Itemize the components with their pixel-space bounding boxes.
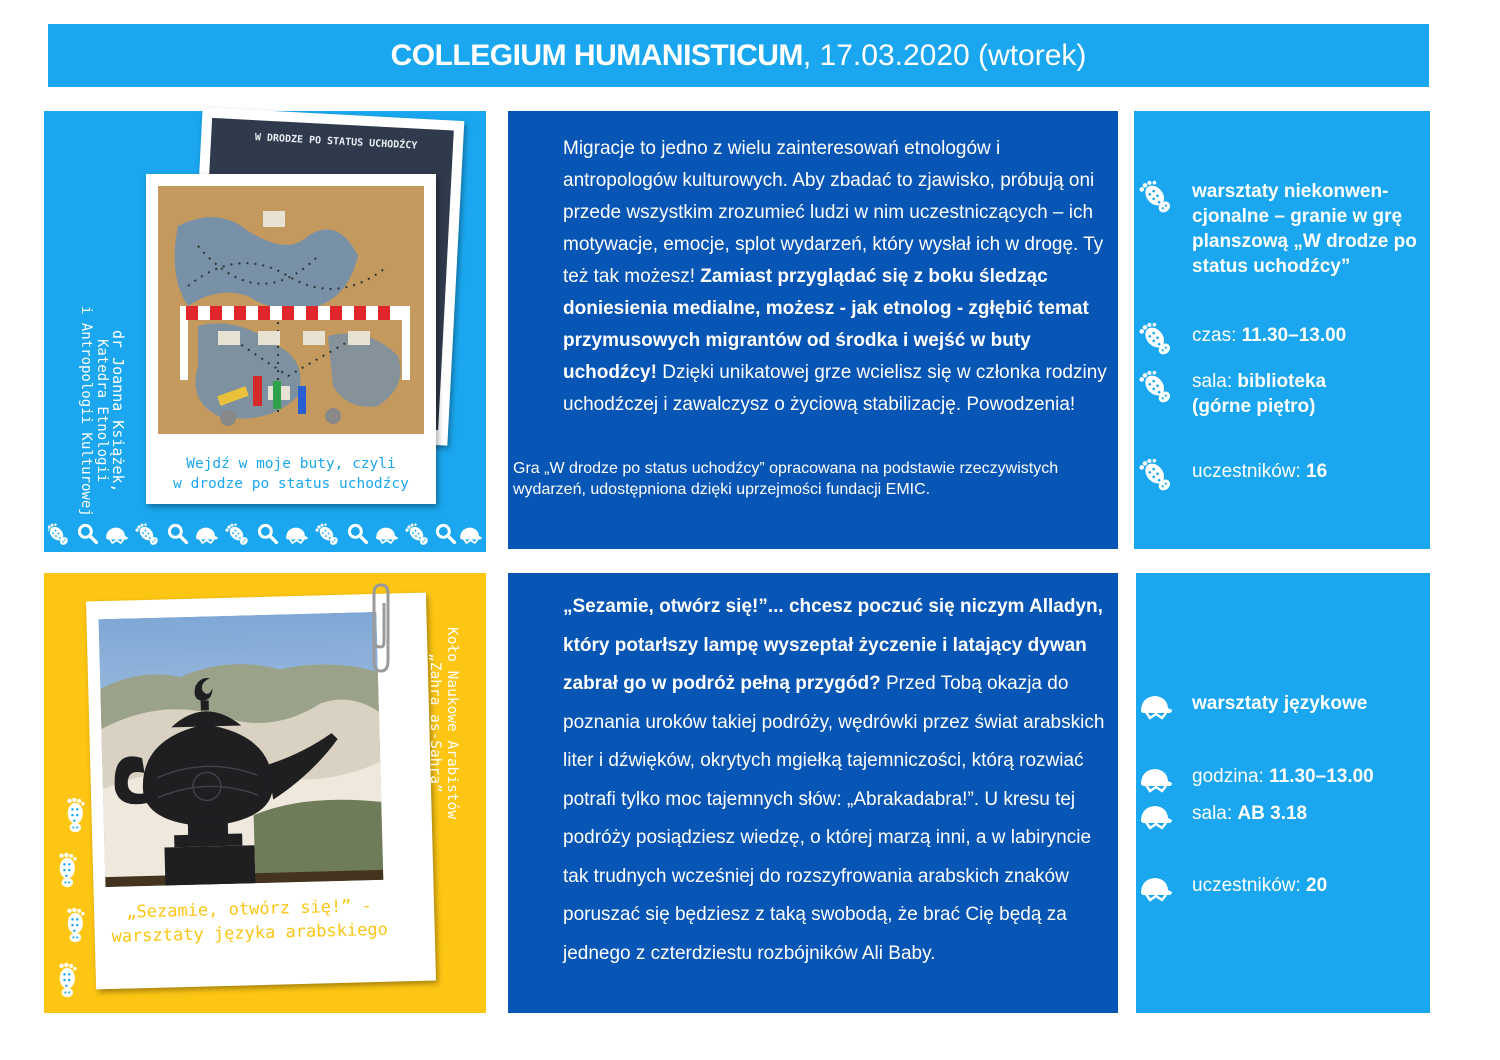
paperclip-icon bbox=[368, 581, 394, 676]
workshop2-caption bbox=[94, 893, 405, 949]
participants2-row bbox=[1138, 870, 1327, 906]
club-line1: Koło Naukowe Arabistów bbox=[444, 626, 460, 820]
info2-type: warsztaty językowe bbox=[1192, 693, 1368, 714]
desc2-highlight: „Sezamie, otwórz się!”... chcesz poczuć się niczym Alladyn, który potarłszy lampę wyszeptał życzenie i latający dywan zabrał go w podróż pełną przygód? bbox=[563, 596, 1103, 694]
info-type-row bbox=[1138, 179, 1417, 279]
time2-value: 11.30–13.00 bbox=[1269, 766, 1374, 787]
header-title-bold: COLLEGIUM HUMANISTICUM bbox=[390, 38, 803, 72]
front-polaroid bbox=[146, 174, 436, 504]
footprint-icon bbox=[1138, 179, 1174, 215]
room2-label: sala: bbox=[1192, 803, 1238, 824]
room2-row bbox=[1138, 798, 1307, 834]
cap-icon bbox=[1138, 870, 1174, 906]
cap-icon bbox=[1138, 798, 1174, 834]
participants-row bbox=[1138, 457, 1327, 493]
speaker-dept2: i Antropologii Kulturowej bbox=[78, 305, 94, 517]
workshop2-description bbox=[563, 588, 1118, 973]
page-header bbox=[48, 24, 1429, 87]
time-label: czas: bbox=[1192, 325, 1242, 346]
workshop1-note: Gra „W drodze po status uchodźcy” opracowana na podstawie rzeczywistych wydarzeń, udostępniona dzięki uprzejmości fundacji EMIC. bbox=[513, 460, 1059, 498]
room-row bbox=[1138, 369, 1372, 419]
footprint-trail bbox=[54, 798, 94, 1008]
cap-icon bbox=[1138, 761, 1174, 797]
board-title: W DRODZE PO STATUS UCHODŹCY bbox=[254, 132, 418, 152]
speaker-name: dr Joanna Książek, bbox=[109, 329, 127, 493]
room-value: biblioteka (górne piętro) bbox=[1192, 371, 1327, 417]
footprint-icon bbox=[1138, 457, 1174, 493]
participants2-value: 20 bbox=[1306, 875, 1328, 896]
workshop2-image-panel bbox=[44, 573, 486, 1013]
footprint-icon bbox=[1138, 321, 1174, 357]
workshop1-description-panel bbox=[508, 111, 1118, 549]
speaker-dept1: Katedra Etnologii bbox=[94, 339, 110, 483]
participants2-label: uczestników: bbox=[1192, 875, 1307, 896]
desc-intro: Migracje to jedno z wielu zainteresowań etnologów i antropologów kulturowych. Aby zbadać to zjawisko, próbują oni przede wszystkim zrozumieć ludzi w nim uczestniczących – ich motywacje, emocje, splot wydarzeń, który wysłał ich w drogę. Ty też tak możesz! bbox=[563, 138, 1104, 287]
desc-highlight: Zamiast przyglądać się z boku śledząc doniesienia medialne, możesz - jak etnolog - zgłębić temat przymusowych migrantów od środka i wejść w buty uchodźcy! bbox=[563, 266, 1089, 383]
workshop1-description bbox=[563, 133, 1113, 421]
club-block bbox=[426, 608, 460, 838]
info-type: warsztaty niekonwen-cjonalne – granie w grę planszową „W drodze po status uchodźcy” bbox=[1192, 181, 1417, 277]
time2-label: godzina: bbox=[1192, 766, 1270, 787]
time-value: 11.30–13.00 bbox=[1241, 325, 1347, 346]
room2-value: AB 3.18 bbox=[1237, 803, 1308, 824]
workshop1-caption bbox=[146, 454, 436, 494]
board-game-photo bbox=[158, 186, 424, 434]
caption-line1: Wejdź w moje buty, czyli bbox=[186, 456, 396, 472]
workshop2-info-panel bbox=[1136, 573, 1430, 1013]
workshop1-info-panel bbox=[1134, 111, 1430, 549]
footprint-icon bbox=[1138, 369, 1174, 405]
time2-row bbox=[1138, 761, 1374, 797]
header-title-rest: , 17.03.2020 (wtorek) bbox=[802, 38, 1087, 72]
workshop1-image-panel bbox=[44, 111, 486, 552]
caption2-line2: warsztaty języka arabskiego bbox=[111, 919, 389, 947]
icon-strip bbox=[48, 520, 484, 548]
caption-line2: w drodze po status uchodźcy bbox=[173, 476, 409, 492]
lamp-photo bbox=[98, 612, 383, 887]
time-row bbox=[1138, 321, 1346, 357]
room-label: sala: bbox=[1192, 371, 1238, 392]
participants-value: 16 bbox=[1306, 461, 1328, 482]
caption2-line1: „Sezamie, otwórz się!” - bbox=[126, 896, 373, 923]
participants-label: uczestników: bbox=[1192, 461, 1307, 482]
club-line2: „Zahra as-Sahra” bbox=[427, 653, 443, 793]
desc2-body: Przed Tobą okazja do poznania uroków takiej podróży, wędrówki przez świat arabskich liter i dźwięków, okrytych mgiełką tajemniczości, którą rozwiać potrafi tylko moc tajemnych słów: „Abrakadabra!”. U kresu tej podróży posiądziesz wiedzę, o której marzą inni, a w labiryncie tak trudnych wcześniej do rozszyfrowania arabskich znaków poruszać się będziesz z taką swobodą, że brać Cię będą za jednego z czterdziestu rozbójników Ali Baby. bbox=[563, 673, 1105, 964]
workshop2-description-panel bbox=[508, 573, 1118, 1013]
cap-icon bbox=[1138, 688, 1174, 724]
desc-outro: Dzięki unikatowej grze wcielisz się w członka rodziny uchodźczej i zawalczysz o życiową stabilizację. Powodzenia! bbox=[563, 362, 1107, 415]
info2-type-row bbox=[1138, 688, 1367, 724]
